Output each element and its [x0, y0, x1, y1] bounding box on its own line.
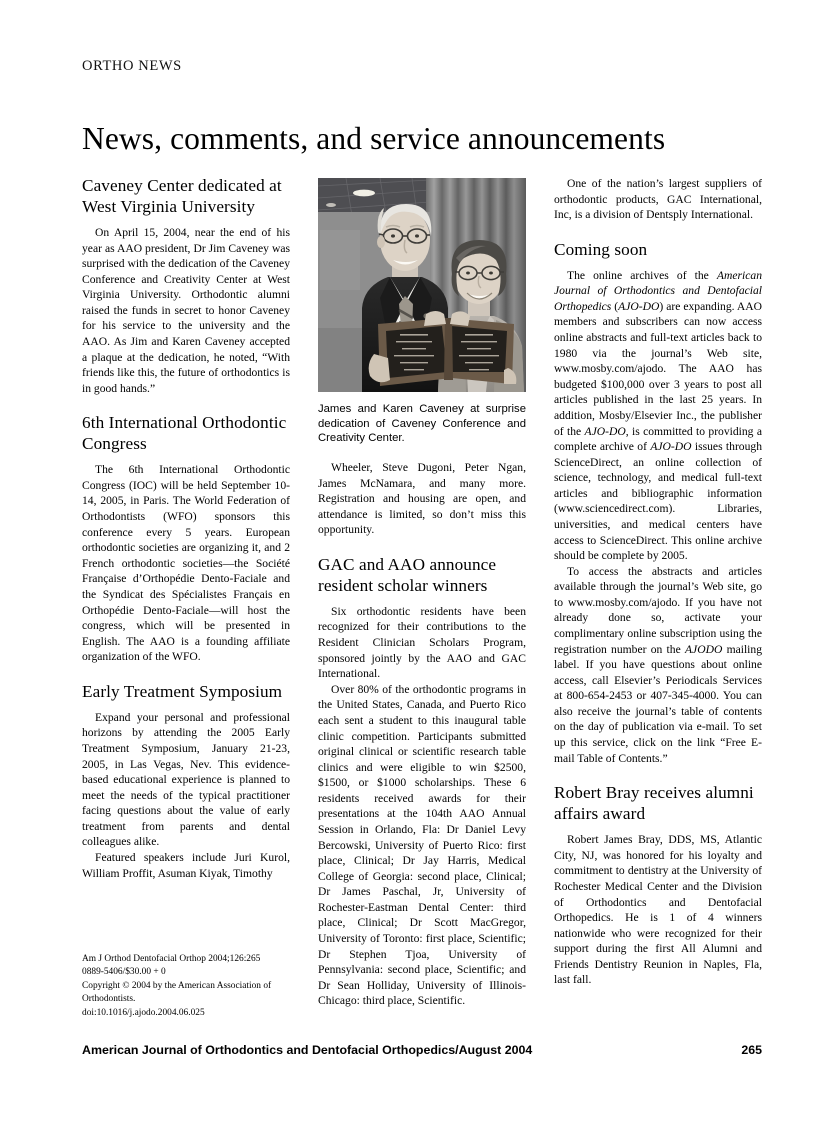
paragraph-ioc: The 6th International Orthodontic Congress (IOC) will be held September 10-14, 2005, in Paris. The World Federation of Orthodontists (WFO) sponsors this conference every 5 years. European orthodontic societies are organizing it, and 2 French orthodontic societies—the Société Française d’Orthopédie Dento-Faciale and the Syndicat des Spécialistes Français en Orthopédie Dento-Faciale—will host the congress, which will be presented in English. The AAO is a founding affiliate organization of the WFO. — [82, 463, 290, 664]
heading-early-treatment-symposium: Early Treatment Symposium — [82, 681, 283, 701]
access-text-1: To access the abstracts and articles available through the journal’s Web site, go to www.mosby.com/ajodo. If you have not already done so, activate your complimentary online subscription using the registration number on the — [554, 564, 762, 656]
footer-journal-title: American Journal of Orthodontics and Dentofacial Orthopedics/August 2004 — [82, 1043, 533, 1057]
archives-text-4: , is committed to providing a complete archive of — [554, 424, 762, 454]
ajodo-abbrev-italic-2: AJO-DO — [584, 424, 626, 438]
body-columns — [82, 176, 762, 1021]
page-title: News, comments, and service announcements — [82, 121, 666, 157]
column-two — [318, 176, 526, 1021]
paragraph-robert-bray: Robert James Bray, DDS, MS, Atlantic City, NJ, was honored for his loyalty and commitment to dentistry at the University of Rochester Medical Center and the Division of Orthodontics and Dentofacial Orthopedics. He is 1 of 4 winners nationwide who were recognized for their support during the first All Alumni and Friends Dentistry Reunion in Naples, Fla, last fall. — [554, 833, 762, 987]
archives-text-1: The online archives of the — [567, 268, 717, 282]
paragraph-caveney-center: On April 15, 2004, near the end of his year as AAO president, Dr Jim Caveney was surprised with the dedication of the Caveney Conference and Creativity Center at West Virginia University. Orthodontic alumni raised the funds in secret to honor Caveney for his service to the university and the AAO. As Jim and Karen Caveney accepted a plaque at the dedication, he noted, “With friends like this, the future of orthodontics is in good hands.” — [82, 225, 290, 395]
paragraph-access-instructions — [554, 564, 762, 767]
heading-caveney-center: Caveney Center dedicated at West Virginia University — [82, 176, 282, 216]
heading-gac-aao-scholars: GAC and AAO announce resident scholar winners — [318, 554, 497, 595]
column-one — [82, 176, 290, 1021]
archives-text-3: ) are expanding. AAO members and subscribers can now access online abstracts and full-text articles back to 1980 via the journal’s Web site, www.mosby.com/ajodo. The AAO has budgeted $100,000 over 3 years to post all articles published in the last 25 years. In addition, Mosby/Elsevier Inc., the publisher of the — [554, 299, 762, 438]
footnote-doi: doi:10.1016/j.ajodo.2004.06.025 — [82, 1007, 205, 1018]
archives-text-2: ( — [611, 299, 619, 313]
footnote-block — [82, 953, 290, 1020]
caveney-photo — [318, 178, 526, 392]
ajodo-mailing-italic: AJODO — [684, 642, 723, 656]
paragraph-symposium-1: Expand your personal and professional horizons by attending the 2005 Early Treatment Symposium, January 21-23, 2005, in Las Vegas, Nev. This evidence-based educational experience is planned to meet the needs of the typical practitioner facing questions about the value of early treatment from parents and dental colleagues alike. — [82, 710, 290, 849]
footnote-issn: 0889-5406/$30.00 + 0 — [82, 967, 166, 978]
footer-page-number: 265 — [741, 1043, 762, 1057]
footnote-citation: Am J Orthod Dentofacial Orthop 2004;126:265 — [82, 954, 261, 964]
journal-name-italic: American Journal of Orthodontics and Dentofacial Orthopedics — [554, 268, 762, 313]
column-three — [554, 176, 762, 1021]
caveney-photo-graphic — [318, 178, 526, 392]
heading-robert-bray: Robert Bray receives alumni affairs award — [554, 783, 754, 824]
heading-coming-soon: Coming soon — [554, 239, 648, 259]
paragraph-scholars-2: Over 80% of the orthodontic programs in the United States, Canada, and Puerto Rico each sent a student to this inaugural table clinic competition. Participants submitted original clinical or scientific research table clinics and were eligible to win $2500, $1500, or $1000 scholarships. These 6 residents received awards for their presentations at the 104th AAO Annual Session in Orlando, Fla: Dr Daniel Levy Bercowski, University of Puerto Rico: first place, Clinical; Dr Jay Harris, Medical College of Georgia: second place, Clinical; Dr James Paschal, Jr, University of Rochester-Eastman Dental Center: third place, Clinical; Dr Scott MacGregor, University of Toronto: first place, Scientific; Dr Stephen Tjoa, University of Pennsylvania: second place, Scientific; and Dr Sean Holliday, University of Illinois-Chicago: third place, Scientific. — [318, 682, 526, 1008]
footnote-copyright: Copyright © 2004 by the American Association of Orthodontists. — [82, 980, 272, 1005]
paragraph-speakers-continued: Wheeler, Steve Dugoni, Peter Ngan, James McNamara, and many more. Registration and housing are open, and attendance is limited, so don’t miss this opportunity. — [318, 461, 526, 537]
ajodo-abbrev-italic-1: AJO-DO — [618, 299, 660, 313]
running-head: ORTHO NEWS — [82, 58, 182, 74]
heading-ioc: 6th International Orthodontic Congress — [82, 413, 287, 454]
paragraph-gac-international: One of the nation’s largest suppliers of orthodontic products, GAC International, Inc, is a division of Dentsply International. — [554, 177, 762, 222]
paragraph-online-archives — [554, 268, 762, 564]
paragraph-scholars-1: Six orthodontic residents have been recognized for their contributions to the Resident Clinician Scholars Program, sponsored jointly by the AAO and GAC International. — [318, 604, 526, 681]
paragraph-symposium-2: Featured speakers include Juri Kurol, William Proffit, Asuman Kiyak, Timothy — [82, 851, 290, 880]
photo-caption: James and Karen Caveney at surprise dedication of Caveney Conference and Creativity Center. — [318, 403, 526, 445]
archives-text-5: issues through ScienceDirect, an online collection of science, technology, and medical full-text articles and bibliographic information (www.sciencedirect.com). Libraries, universities, and medical centers have access to ScienceDirect. This online archive should be complete by 2005. — [554, 440, 762, 563]
access-text-2: mailing label. If you have questions about online access, call Elsevier’s Periodicals Services at 800-654-2453 or 407-345-4000. You can also receive the journal’s table of contents on the day of publication via e-mail. To set up this service, click on the link “Free E-mail Table of Contents.” — [554, 642, 762, 765]
ajodo-abbrev-italic-3: AJO-DO — [650, 440, 692, 454]
